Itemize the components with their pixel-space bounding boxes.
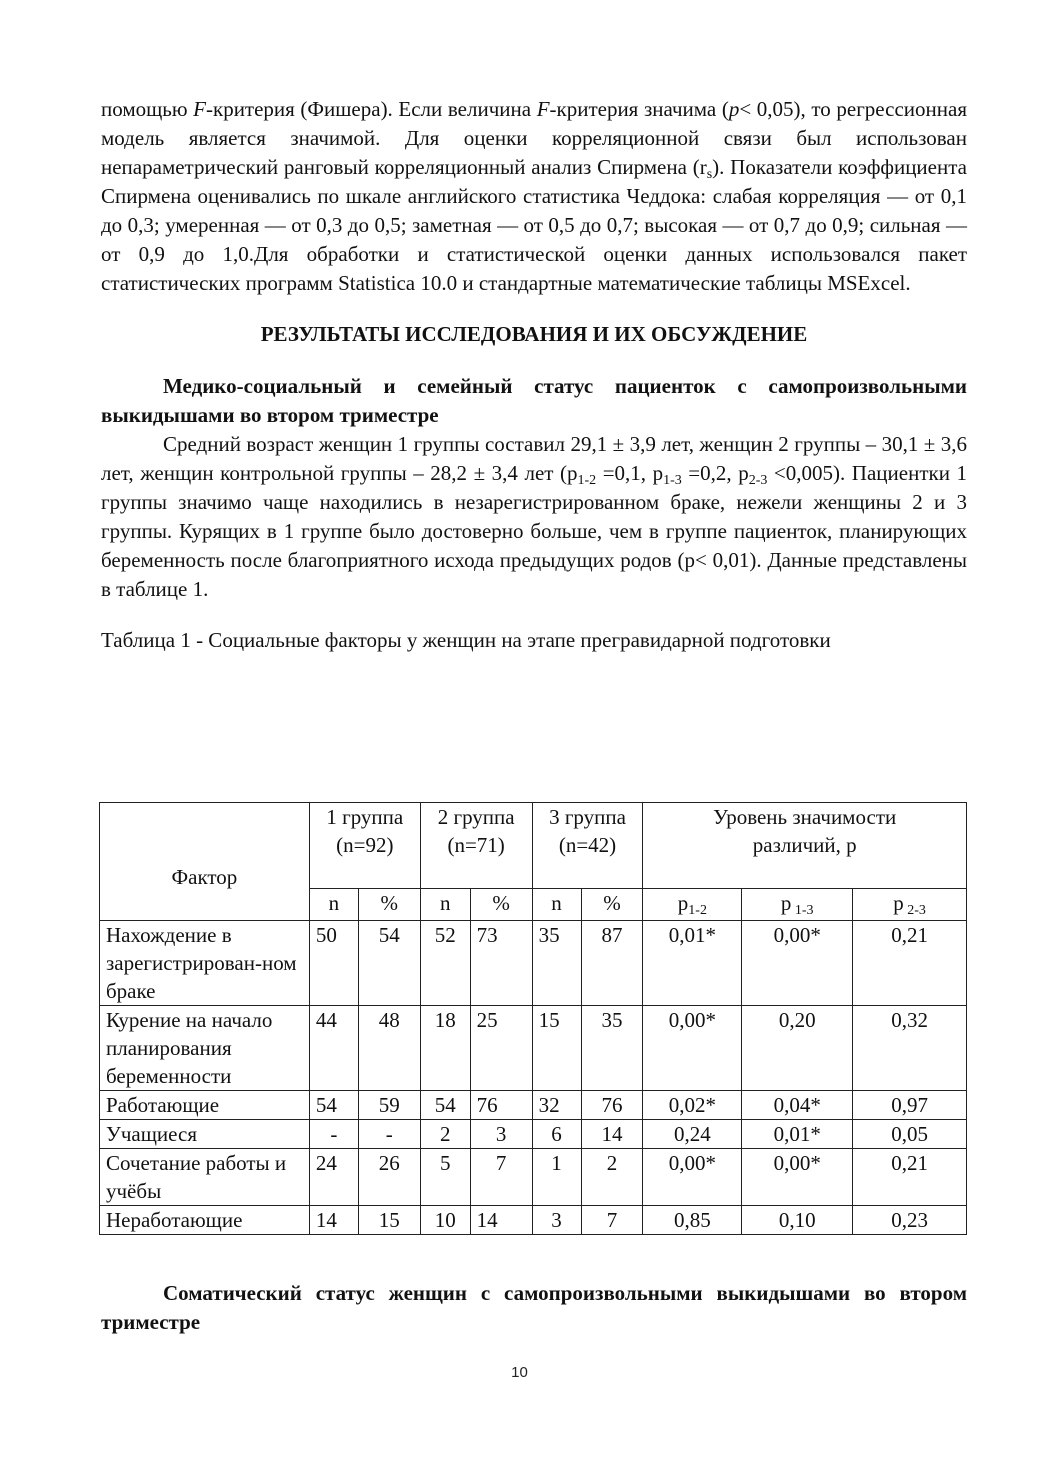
cell: 0,00* — [643, 1149, 742, 1206]
cell: 0,20 — [742, 1006, 853, 1091]
italic-f: F — [193, 97, 206, 121]
n-header: n — [420, 889, 470, 921]
cell: 14 — [581, 1120, 643, 1149]
table-row — [100, 921, 967, 1006]
somatic-status-heading: Соматический статус женщин с самопроизвольными выкидышами во втором триместре — [101, 1281, 967, 1334]
cell: 50 — [309, 921, 358, 1006]
factor-cell: Сочетание работы и учёбы — [100, 1149, 310, 1206]
subsection-title: Медико-социальный и семейный статус пациенток с самопроизвольными выкидышами во втором триместре — [101, 374, 967, 427]
cell: 1 — [532, 1149, 581, 1206]
cell: 54 — [420, 1091, 470, 1120]
text-run: ). Показатели коэффициента Спирмена оценивались по шкале английского статистика Чеддока: слабая корреляция — от 0,1 до 0,3; умеренная — от 0,3 до 0,5; заметная — от 0,5 до 0,7; высокая — от 0,7 до 0,9; сильная — от 0,9 до 1,0.Для обработки и статистической оценки данных использовался пакет статистических программ Statistica 10.0 и стандартные математические таблицы MSExcel. — [101, 155, 967, 295]
table-caption: Таблица 1 - Социальные факторы у женщин на этапе прегравидарной подготовки — [101, 628, 831, 652]
factor-cell: Работающие — [100, 1091, 310, 1120]
factor-header: Фактор — [100, 803, 310, 921]
cell: - — [309, 1120, 358, 1149]
table-row — [100, 1120, 967, 1149]
factor-cell: Неработающие — [100, 1206, 310, 1235]
cell: 0,01* — [742, 1120, 853, 1149]
factor-cell: Учащиеся — [100, 1120, 310, 1149]
cell: 76 — [581, 1091, 643, 1120]
cell: 0,85 — [643, 1206, 742, 1235]
p23-header: p $_{2-3}$ — [853, 889, 967, 921]
cell: 0,32 — [853, 1006, 967, 1091]
cell: 0,24 — [643, 1120, 742, 1149]
table-row — [100, 1006, 967, 1091]
cell: 15 — [358, 1206, 420, 1235]
cell: 3 — [470, 1120, 532, 1149]
cell: 25 — [470, 1006, 532, 1091]
cell: 3 — [532, 1206, 581, 1235]
italic-p: p — [728, 97, 740, 121]
cell: 5 — [420, 1149, 470, 1206]
cell: 0,00* — [742, 921, 853, 1006]
cell: 0,21 — [853, 1149, 967, 1206]
text-run: -критерия (Фишера). Если величина — [206, 97, 537, 121]
cell: 35 — [532, 921, 581, 1006]
cell: 44 — [309, 1006, 358, 1091]
cell: 6 — [532, 1120, 581, 1149]
group3-header: 3 группа (n=42) — [532, 803, 643, 889]
cell: 24 — [309, 1149, 358, 1206]
cell: 0,10 — [742, 1206, 853, 1235]
cell: 15 — [532, 1006, 581, 1091]
text-run: -критерия значима ( — [549, 97, 729, 121]
subscript: 1-2 — [577, 473, 597, 488]
subscript: 2-3 — [748, 473, 768, 488]
group1-header: 1 группа (n=92) — [309, 803, 420, 889]
cell: 2 — [420, 1120, 470, 1149]
cell: 0,02* — [643, 1091, 742, 1120]
cell: 0,01* — [643, 921, 742, 1006]
cell: 7 — [581, 1206, 643, 1235]
cell: 0,97 — [853, 1091, 967, 1120]
cell: 59 — [358, 1091, 420, 1120]
pct-header: % — [358, 889, 420, 921]
cell: 14 — [309, 1206, 358, 1235]
cell: 18 — [420, 1006, 470, 1091]
cell: 0,04* — [742, 1091, 853, 1120]
p13-header: p $_{1-3}$ — [742, 889, 853, 921]
results-paragraph — [101, 430, 967, 604]
text-run: =0,2, p — [681, 461, 749, 485]
cell: 32 — [532, 1091, 581, 1120]
pct-header: % — [581, 889, 643, 921]
cell: 0,21 — [853, 921, 967, 1006]
cell: 73 — [470, 921, 532, 1006]
cell: 35 — [581, 1006, 643, 1091]
text-run: <0,005). Пациентки 1 группы значимо чаще находились в незарегистрированном браке, нежели женщины 2 и 3 группы. Курящих в 1 группе было достоверно больше, чем в группе пациенток, планирующих беременность после благоприятного исхода предыдущих родов (p< 0,01). Данные представлены в таблице 1. — [101, 461, 967, 601]
document-body — [101, 95, 967, 655]
page-number: 10 — [511, 1364, 528, 1381]
table-row — [100, 1091, 967, 1120]
section-title: РЕЗУЛЬТАТЫ ИССЛЕДОВАНИЯ И ИХ ОБСУЖДЕНИЕ — [260, 322, 808, 346]
text-run: помощью — [101, 97, 194, 121]
pct-header: % — [470, 889, 532, 921]
cell: 52 — [420, 921, 470, 1006]
p12-header: $p_{1-2}$ — [643, 889, 742, 921]
social-factors-table — [99, 802, 967, 1235]
cell: 0,05 — [853, 1120, 967, 1149]
n-header: n — [309, 889, 358, 921]
factor-cell: Нахождение в зарегистрирован-ном браке — [100, 921, 310, 1006]
subscript: s — [706, 167, 713, 182]
methods-paragraph — [101, 95, 967, 298]
cell: 76 — [470, 1091, 532, 1120]
table-header-row — [100, 803, 967, 889]
cell: 10 — [420, 1206, 470, 1235]
cell: 0,00* — [643, 1006, 742, 1091]
text-run: =0,1, p — [596, 461, 664, 485]
cell: - — [358, 1120, 420, 1149]
group2-header: 2 группа (n=71) — [420, 803, 532, 889]
cell: 7 — [470, 1149, 532, 1206]
significance-header: Уровень значимости различий, p — [643, 803, 967, 889]
n-header: n — [532, 889, 581, 921]
factor-cell: Курение на начало планирования беременности — [100, 1006, 310, 1091]
text-run: < 0,05), то регрессионная модель является значимой. Для оценки корреляционной связи был использован непараметрический ранговый корреляционный анализ Спирмена (r — [101, 97, 967, 179]
cell: 48 — [358, 1006, 420, 1091]
cell: 26 — [358, 1149, 420, 1206]
subscript: 1-3 — [663, 473, 682, 488]
italic-f: F — [536, 97, 550, 121]
cell: 14 — [470, 1206, 532, 1235]
cell: 54 — [358, 921, 420, 1006]
table-row — [100, 1206, 967, 1235]
table-row — [100, 1149, 967, 1206]
cell: 0,23 — [853, 1206, 967, 1235]
cell: 87 — [581, 921, 643, 1006]
cell: 54 — [309, 1091, 358, 1120]
text-run: Средний возраст женщин 1 группы составил 29,1 ± 3,9 лет, женщин 2 группы – 30,1 ± 3,6 лет, женщин контрольной группы – 28,2 ± 3,4 лет (p — [101, 432, 967, 485]
cell: 0,00* — [742, 1149, 853, 1206]
cell: 2 — [581, 1149, 643, 1206]
